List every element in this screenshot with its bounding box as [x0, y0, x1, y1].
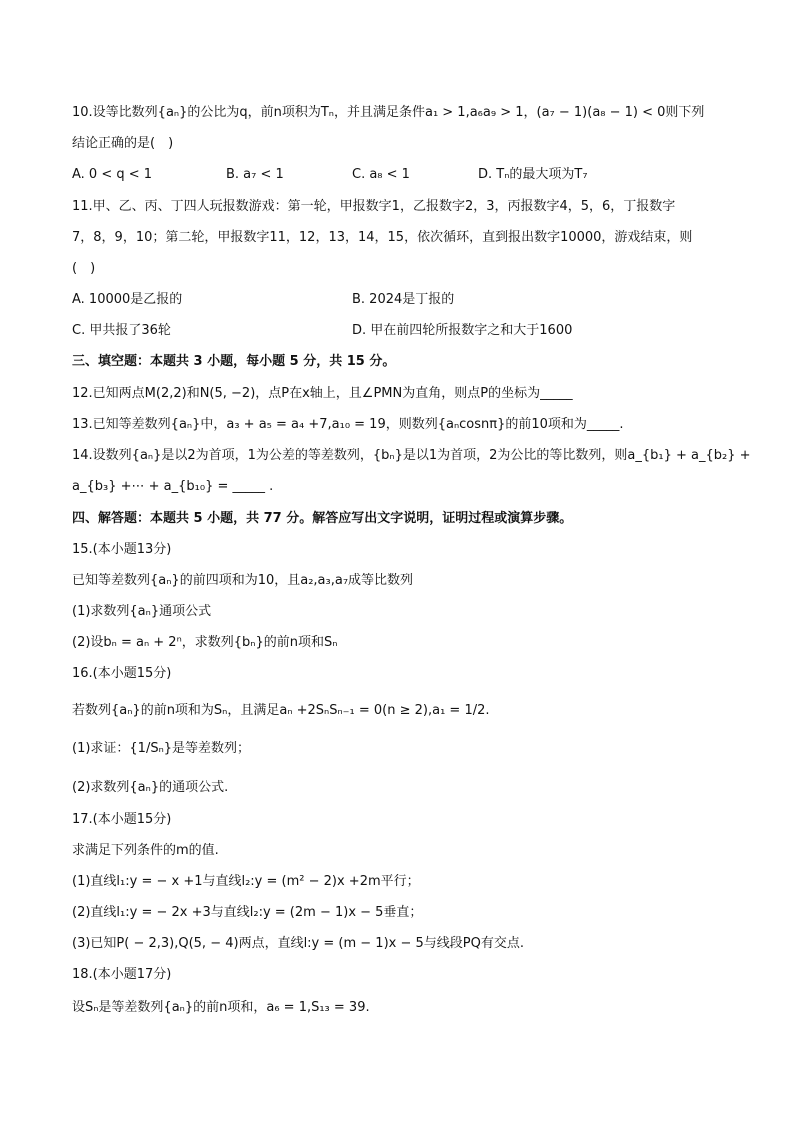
q18-header: 18.(本小题17分) — [72, 967, 172, 982]
q18-stem: 设Sₙ是等差数列{aₙ}的前n项和，a₆ = 1,S₁₃ = 39. — [72, 1000, 370, 1015]
q11-stem-line3: ( ) — [72, 261, 96, 276]
q11-option-b: B. 2024是丁报的 — [352, 292, 455, 307]
q17-stem: 求满足下列条件的m的值. — [72, 843, 219, 858]
q16-part1: (1)求证：{1/Sₙ}是等差数列； — [72, 741, 251, 756]
q11-stem-line1: 11.甲、乙、丙、丁四人玩报数游戏：第一轮，甲报数字1，乙报数字2，3，丙报数字4，5，6，丁报数字 — [72, 199, 676, 214]
q11-option-d: D. 甲在前四轮所报数字之和大于1600 — [352, 323, 573, 338]
q17-part3: (3)已知P( − 2,3),Q(5, − 4)两点，直线l:y = (m − 1)x − 5与线段PQ有交点. — [72, 936, 524, 951]
q16-part2: (2)求数列{aₙ}的通项公式. — [72, 780, 229, 795]
q14-line1: 14.设数列{aₙ}是以2为首项，1为公差的等差数列，{bₙ}是以1为首项，2为公比的等比数列，则a_{b₁} + a_{b₂} + — [72, 448, 751, 463]
q15-stem: 已知等差数列{aₙ}的前四项和为10，且a₂,a₃,a₇成等比数列 — [72, 573, 414, 588]
q10-stem-line2: 结论正确的是( ) — [72, 136, 174, 151]
q16-stem: 若数列{aₙ}的前n项和为Sₙ，且满足aₙ +2SₙSₙ₋₁ = 0(n ≥ 2),a₁ = 1/2. — [72, 703, 490, 718]
section-4-heading: 四、解答题：本题共 5 小题，共 77 分。解答应写出文字说明，证明过程或演算步骤。 — [72, 511, 573, 526]
q17-header: 17.(本小题15分) — [72, 812, 172, 827]
q12: 12.已知两点M(2,2)和N(5, −2)，点P在x轴上，且∠PMN为直角，则点P的坐标为_____ — [72, 386, 573, 401]
q15-header: 15.(本小题13分) — [72, 542, 172, 557]
q11-option-a: A. 10000是乙报的 — [72, 292, 183, 307]
q17-part2: (2)直线l₁:y = − 2x +3与直线l₂:y = (2m − 1)x − 5垂直； — [72, 905, 423, 920]
q17-part1: (1)直线l₁:y = − x +1与直线l₂:y = (m² − 2)x +2m平行； — [72, 874, 420, 889]
q10-option-a: A. 0 < q < 1 — [72, 167, 153, 182]
q13: 13.已知等差数列{aₙ}中，a₃ + a₅ = a₄ +7,a₁₀ = 19，则数列{aₙcosnπ}的前10项和为_____. — [72, 417, 624, 432]
q15-part2: (2)设bₙ = aₙ + 2ⁿ，求数列{bₙ}的前n项和Sₙ — [72, 635, 338, 650]
q16-header: 16.(本小题15分) — [72, 666, 172, 681]
q14-line2: a_{b₃} +⋯ + a_{b₁₀} = _____ . — [72, 479, 274, 494]
q15-part1: (1)求数列{aₙ}通项公式 — [72, 604, 212, 619]
q11-stem-line2: 7，8，9，10；第二轮，甲报数字11，12，13，14，15，依次循环，直到报出数字10000，游戏结束，则 — [72, 230, 693, 245]
q10-option-b: B. a₇ < 1 — [226, 167, 284, 182]
q10-option-c: C. a₈ < 1 — [352, 167, 410, 182]
q10-option-d: D. Tₙ的最大项为T₇ — [478, 167, 588, 182]
section-3-heading: 三、填空题：本题共 3 小题，每小题 5 分，共 15 分。 — [72, 354, 396, 369]
q11-option-c: C. 甲共报了36轮 — [72, 323, 171, 338]
q10-stem-line1: 10.设等比数列{aₙ}的公比为q，前n项积为Tₙ，并且满足条件a₁ > 1,a₆a₉ > 1，(a₇ − 1)(a₈ − 1) < 0则下列 — [72, 105, 705, 120]
